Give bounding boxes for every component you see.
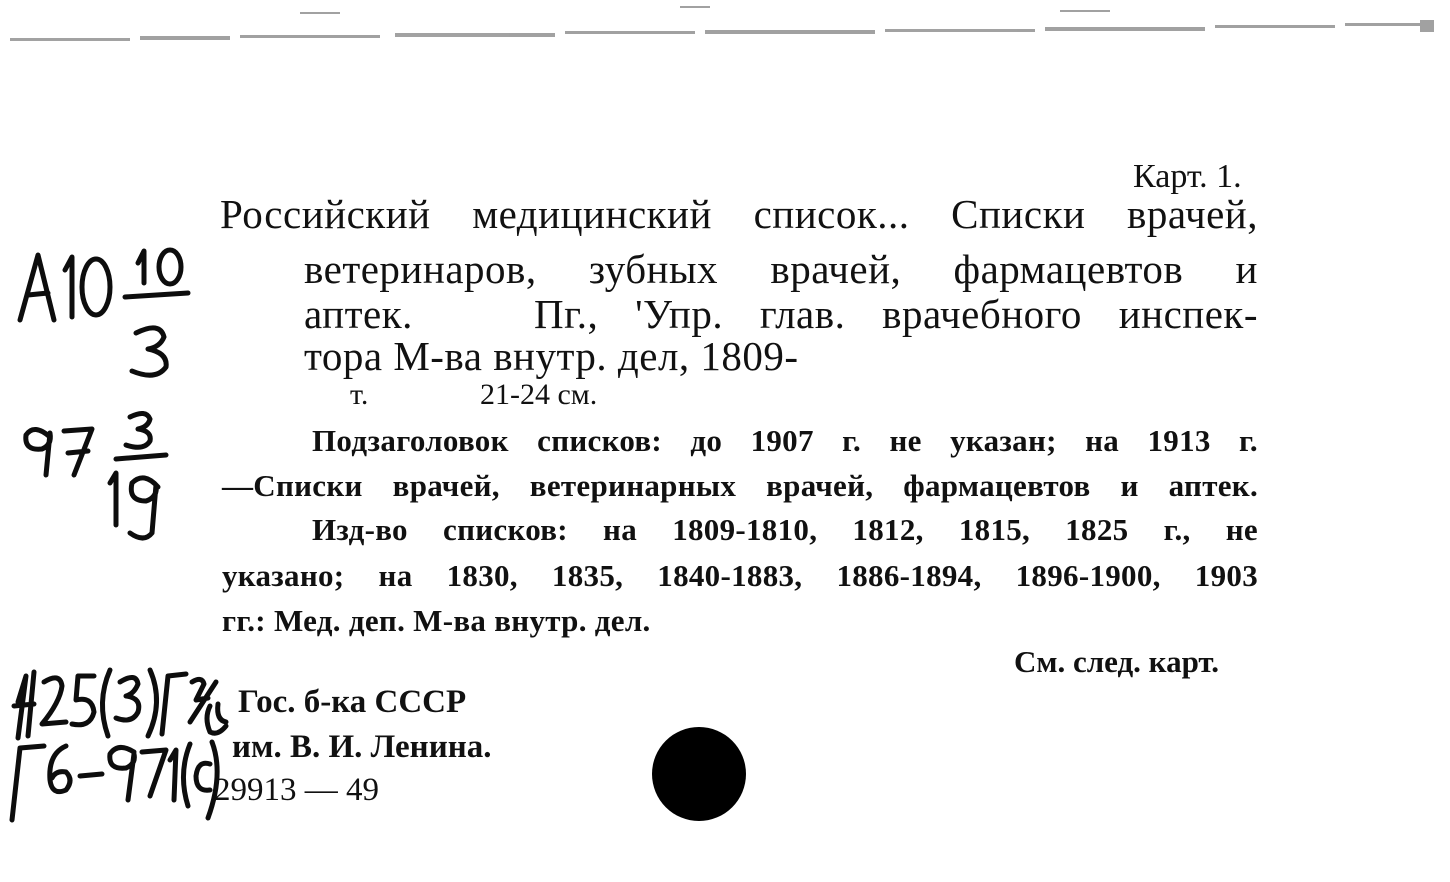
punched-hole: [652, 727, 746, 821]
scan-noise-strip: [0, 0, 1450, 60]
handwritten-shelfmark-4: [2, 730, 222, 830]
title-line-1: Российский медицинский список... Списки врачей,: [220, 191, 1258, 237]
note-line-1: Подзаголовок списков: до 1907 г. не указан; на 1913 г.: [312, 423, 1258, 458]
note-line-5: гг.: Мед. деп. М-ва внутр. дел.: [222, 603, 651, 638]
handwritten-shelfmark-1: [10, 225, 210, 385]
note-line-3: Изд-во списков: на 1809-1810, 1812, 1815, 1825 г., не: [312, 512, 1258, 547]
continuation-note: См. след. карт.: [1014, 644, 1220, 679]
title-line-4: тора М-ва внутр. дел, 1809-: [304, 333, 799, 379]
note-line-4: указано; на 1830, 1835, 1840-1883, 1886-1894, 1896-1900, 1903: [222, 558, 1258, 593]
note-line-2: —Списки врачей, ветеринарных врачей, фармацевтов и аптек.: [222, 468, 1258, 503]
library-stamp-line-2: им. В. И. Ленина.: [232, 729, 492, 765]
collation-size: 21-24 см.: [480, 378, 598, 411]
card-number: Карт. 1.: [1133, 158, 1242, 195]
title-line-3a: аптек.: [304, 291, 413, 337]
title-line-3b: Пг., 'Упр. глав. врачебного инспек-: [534, 291, 1258, 337]
handwritten-shelfmark-2: [18, 405, 188, 555]
library-stamp-line-1: Гос. б-ка СССР: [238, 684, 467, 720]
title-line-2: ветеринаров, зубных врачей, фармацевтов и: [304, 246, 1258, 292]
library-stamp-number: 29913 — 49: [214, 772, 379, 808]
collation-volumes: т.: [350, 378, 369, 411]
